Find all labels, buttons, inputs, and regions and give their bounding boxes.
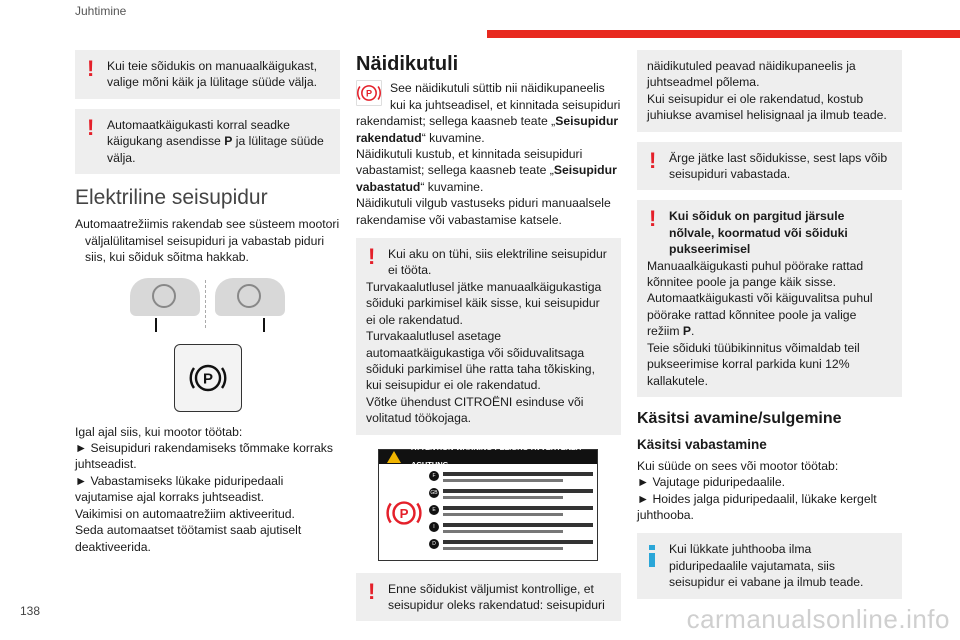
steering-wheel-icon (237, 284, 261, 308)
warning-note (75, 50, 340, 99)
warning-note: ! Kui sõiduk on pargitud järsule nõlvale, koormatud või sõiduki pukseerimisel Manuaalkäigukasti puhul pöörake rattad kõnnitee poole ja pange käik sisse. Automaatkäigukasti või käiguvalitsa puhul pöörake rattad kõnnitee poole ja valige režiim P. Teie sõiduki tüübikinnitus võimaldab teil pukseerimise korral parkida kuni 12% kallakutele. (637, 200, 902, 396)
lever-push-figure (215, 278, 285, 316)
parking-brake-icon (385, 494, 423, 532)
warning-note: ! Automaatkäigukasti korral seadke käigukang asendisse P ja lülitage süüde välja. (75, 109, 340, 174)
section-heading: Käsitsi avamine/sulgemine (637, 409, 842, 427)
text-line: ► Hoides jalga piduripedaalil, lükake kergelt juhthooba. (637, 491, 877, 522)
parking-brake-icon (188, 358, 228, 398)
indicator-text: P See näidikutuli süttib nii näidikupaneelis kui ka juhtseadisel, et kinnitada seisupiduri rakendamist; sellega kaasneb teate „Seisupidur rakendatud“ kuvamine. Näidikutuli kustub, et kinnitada seisupiduri vabastamist; sellega kaasneb teate „Seisupidur vabastatud“ kuvamine. Näidikutuli vilgub vastuseks piduri manuaalsele rakendamise või vabastamise katsele. (356, 81, 621, 227)
continued-note: näidikutuled peavad näidikupaneelis ja juhtseadmel põlema. Kui seisupidur ei ole rakendatud, kostub juhiukse avamisel helisignaal ja ilmub teade. (637, 50, 902, 132)
text-line: Igal ajal siis, kui mootor töötab: (75, 424, 243, 439)
subsection-heading: Käsitsi vabastamine (637, 437, 767, 453)
warning-note: ! Enne sõidukist väljumist kontrollige, et seisupidur oleks rakendatud: seisupiduri (356, 573, 621, 622)
section-heading: Näidikutuli (356, 53, 459, 75)
header-accent-bar (487, 30, 960, 38)
intro-text: Automaatrežiimis rakendab see süsteem mootori väljalülitamisel seisupiduri ja vabastab piduri siis, kui sõiduk sõitma hakkab. (75, 217, 340, 265)
svg-text:P: P (399, 505, 409, 521)
column-2 (356, 50, 621, 631)
text-line: ► Vajutage piduripedaalile. (637, 475, 786, 490)
header-section-title: Juhtimine (75, 4, 127, 18)
text-line: Vaikimisi on automaatrežiim aktiveeritud. (75, 506, 295, 521)
watermark: carmanualsonline.info (686, 604, 950, 634)
parking-brake-icon (356, 80, 382, 106)
text-line: ► Vabastamiseks lükake piduripedaali vajutamise ajal korraks juhtseadist. (75, 473, 284, 505)
info-note: Kui lükkate juhthooba ilma piduripedaalile vajutamata, siis seisupidur ei vabane ja ilmub teade. (637, 533, 902, 598)
warning-triangle-icon (387, 451, 401, 463)
lever-pull-figure (130, 278, 200, 316)
column-1 (75, 50, 340, 555)
text-line: Seda automaatset töötamist saab ajutiselt deaktiveerida. (75, 523, 302, 554)
svg-text:P: P (202, 370, 213, 388)
svg-text:P: P (365, 88, 373, 99)
page-number: 138 (20, 604, 41, 618)
text-line: ► Seisupiduri rakendamiseks tõmmake korraks juhtseadist. (75, 441, 333, 472)
parking-brake-button (174, 344, 242, 412)
column-3 (637, 50, 902, 609)
warning-sticker-illustration: ATTENTION-WARNING-PELIGRO-AVVERTENZA-ACHTUNG P F GB E I D (378, 449, 598, 561)
note-text: Kui teie sõidukis on manuaalkäigukast, valige mõni käik ja lülitage süüde välja. (107, 59, 318, 90)
brake-lever-illustration (75, 276, 340, 336)
text-line: Kui süüde on sees või mootor töötab: (637, 458, 839, 473)
section-heading: Elektriline seisupidur (75, 186, 268, 210)
info-icon (649, 545, 655, 567)
warning-note: ! Kui aku on tühi, siis elektriline seisupidur ei tööta. Turvakaalutlusel jätke manuaalkäigukastiga sõiduki parkimisel käik sisse, kui seisupidur ei ole rakendatud. Turvakaalutlusel asetage automaatkäigukastiga või sõiduvalitsaga sõiduki parkimisel ühe ratta taha tõkisking, kui seisupidur ei ole rakendatud. Võtke ühendust CITROËNI esinduse või volitatud töökojaga. (356, 238, 621, 434)
steering-wheel-icon (152, 284, 176, 308)
warning-note: ! Ärge jätke last sõidukisse, sest laps võib seisupiduri vabastada. (637, 142, 902, 191)
